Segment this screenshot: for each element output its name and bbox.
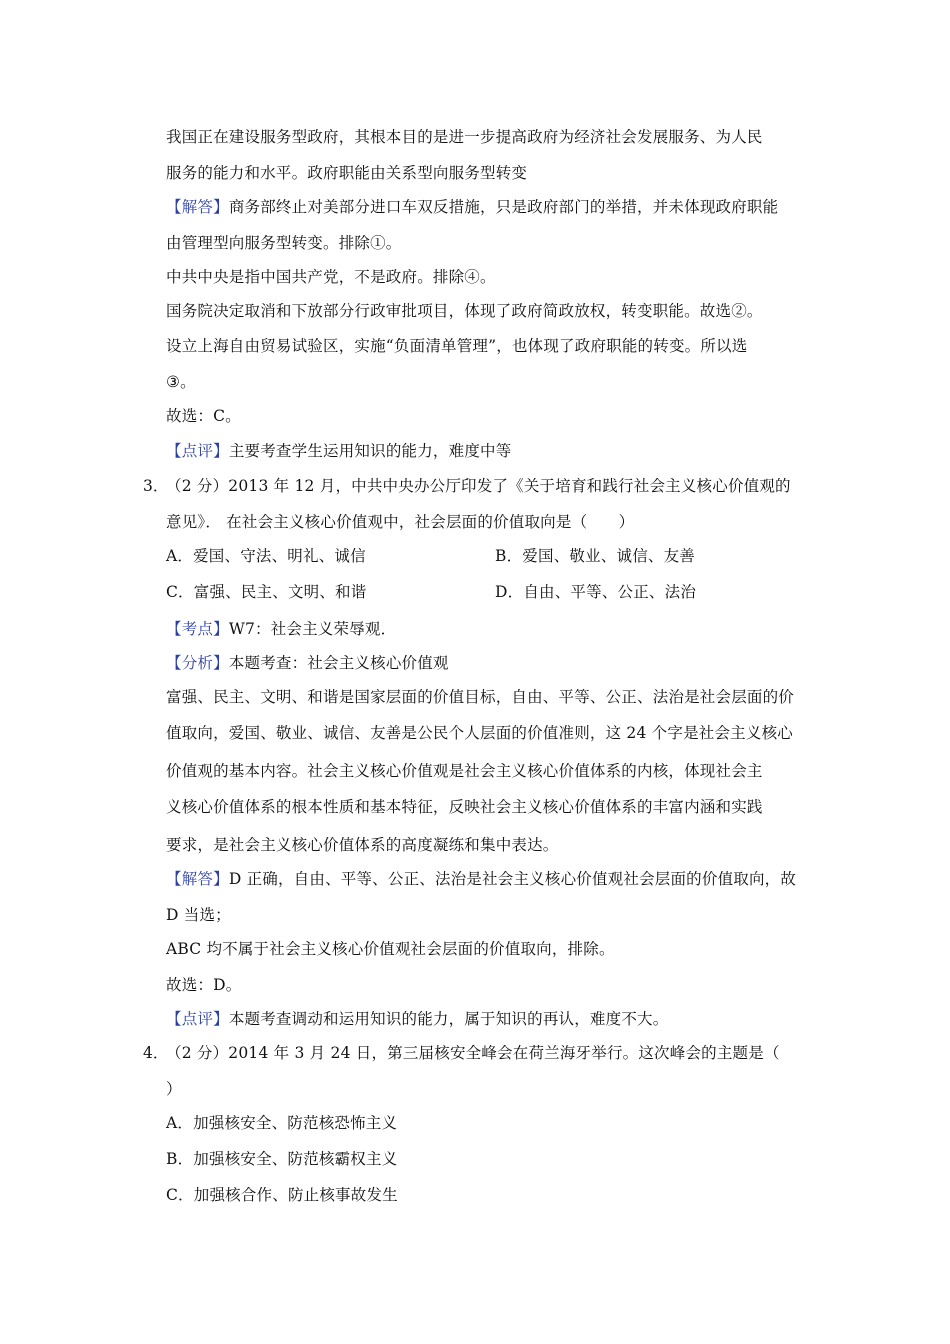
q3-answer-line-3: ABC 均不属于社会主义核心价值观社会层面的价值取向，排除。 bbox=[166, 940, 615, 958]
q2-answer-line-4: 国务院决定取消和下放部分行政审批项目，体现了政府简政放权，转变职能。故选②。 bbox=[166, 302, 763, 320]
q3-analysis-line-2: 值取向，爱国、敬业、诚信、友善是公民个人层面的价值准则，这 24 个字是社会主义核心 bbox=[166, 724, 793, 742]
analysis-tag: 【分析】 bbox=[166, 654, 229, 672]
q3-analysis-line-3: 价值观的基本内容。社会主义核心价值观是社会主义核心价值体系的内核，体现社会主 bbox=[166, 762, 763, 780]
q2-answer-line-1 bbox=[166, 197, 816, 217]
q2-comment-text: 主要考查学生运用知识的能力，难度中等 bbox=[228, 442, 512, 460]
q3-analysis-heading bbox=[166, 653, 816, 673]
comment-tag: 【点评】 bbox=[166, 442, 229, 460]
answer-tag: 【解答】 bbox=[166, 198, 229, 216]
q4-option-c: C．加强核合作、防止核事故发生 bbox=[166, 1186, 398, 1204]
q2-answer-line-7: 故选：C。 bbox=[166, 407, 241, 425]
q2-analysis-line-2: 服务的能力和水平。政府职能由关系型向服务型转变 bbox=[166, 164, 528, 182]
comment-tag: 【点评】 bbox=[166, 1010, 229, 1028]
q3-answer-line-1 bbox=[166, 869, 816, 889]
q3-comment-line bbox=[166, 1009, 816, 1029]
q3-point-text: W7：社会主义荣辱观． bbox=[228, 620, 397, 638]
q3-option-c: C．富强、民主、文明、和谐 bbox=[166, 583, 367, 601]
q4-option-a: A．加强核安全、防范核恐怖主义 bbox=[166, 1114, 398, 1132]
q2-answer-line-2: 由管理型向服务型转变。排除①。 bbox=[166, 234, 402, 252]
q3-answer-text: D 正确，自由、平等、公正、法治是社会主义核心价值观社会层面的价值取向，故 bbox=[228, 870, 797, 888]
q3-point-line bbox=[166, 619, 816, 639]
q3-analysis-line-4: 义核心价值体系的根本性质和基本特征，反映社会主义核心价值体系的丰富内涵和实践 bbox=[166, 798, 763, 816]
q4-option-b: B．加强核安全、防范核霸权主义 bbox=[166, 1150, 398, 1168]
q2-answer-line-6: ③。 bbox=[166, 373, 196, 391]
q2-answer-line-3: 中共中央是指中国共产党，不是政府。排除④。 bbox=[166, 268, 496, 286]
q4-number: 4． bbox=[143, 1044, 169, 1062]
q2-comment-line bbox=[166, 441, 816, 461]
q3-option-d: D．自由、平等、公正、法治 bbox=[495, 583, 697, 601]
q4-stem-line-1: （2 分）2014 年 3 月 24 日，第三届核安全峰会在荷兰海牙举行。这次峰会的主题是（ bbox=[166, 1044, 780, 1062]
q3-analysis-line-5: 要求，是社会主义核心价值体系的高度凝练和集中表达。 bbox=[166, 836, 559, 854]
answer-tag: 【解答】 bbox=[166, 870, 229, 888]
q3-analysis-text: 本题考查：社会主义核心价值观 bbox=[228, 654, 449, 672]
q3-number: 3． bbox=[143, 477, 169, 495]
q3-comment-text: 本题考查调动和运用知识的能力，属于知识的再认，难度不大。 bbox=[228, 1010, 669, 1028]
q4-stem-line-2: ） bbox=[166, 1080, 182, 1098]
q3-option-b: B．爱国、敬业、诚信、友善 bbox=[495, 547, 695, 565]
q3-stem-line-2: 意见》． 在社会主义核心价值观中，社会层面的价值取向是（ ） bbox=[166, 513, 635, 531]
q3-option-a: A．爱国、守法、明礼、诚信 bbox=[166, 547, 366, 565]
q2-answer-line-5: 设立上海自由贸易试验区，实施“负面清单管理”，也体现了政府职能的转变。所以选 bbox=[166, 337, 748, 355]
q2-analysis-line-1: 我国正在建设服务型政府，其根本目的是进一步提高政府为经济社会发展服务、为人民 bbox=[166, 128, 763, 146]
point-tag: 【考点】 bbox=[166, 620, 229, 638]
q3-answer-line-4: 故选：D。 bbox=[166, 976, 242, 994]
q3-stem-line-1: （2 分）2013 年 12 月，中共中央办公厅印发了《关于培育和践行社会主义核心价值观的 bbox=[166, 477, 791, 495]
q2-answer-text: 商务部终止对美部分进口车双反措施，只是政府部门的举措，并未体现政府职能 bbox=[228, 198, 779, 216]
q3-answer-line-2: D 当选； bbox=[166, 906, 231, 924]
q3-analysis-line-1: 富强、民主、文明、和谐是国家层面的价值目标，自由、平等、公正、法治是社会层面的价 bbox=[166, 688, 795, 706]
